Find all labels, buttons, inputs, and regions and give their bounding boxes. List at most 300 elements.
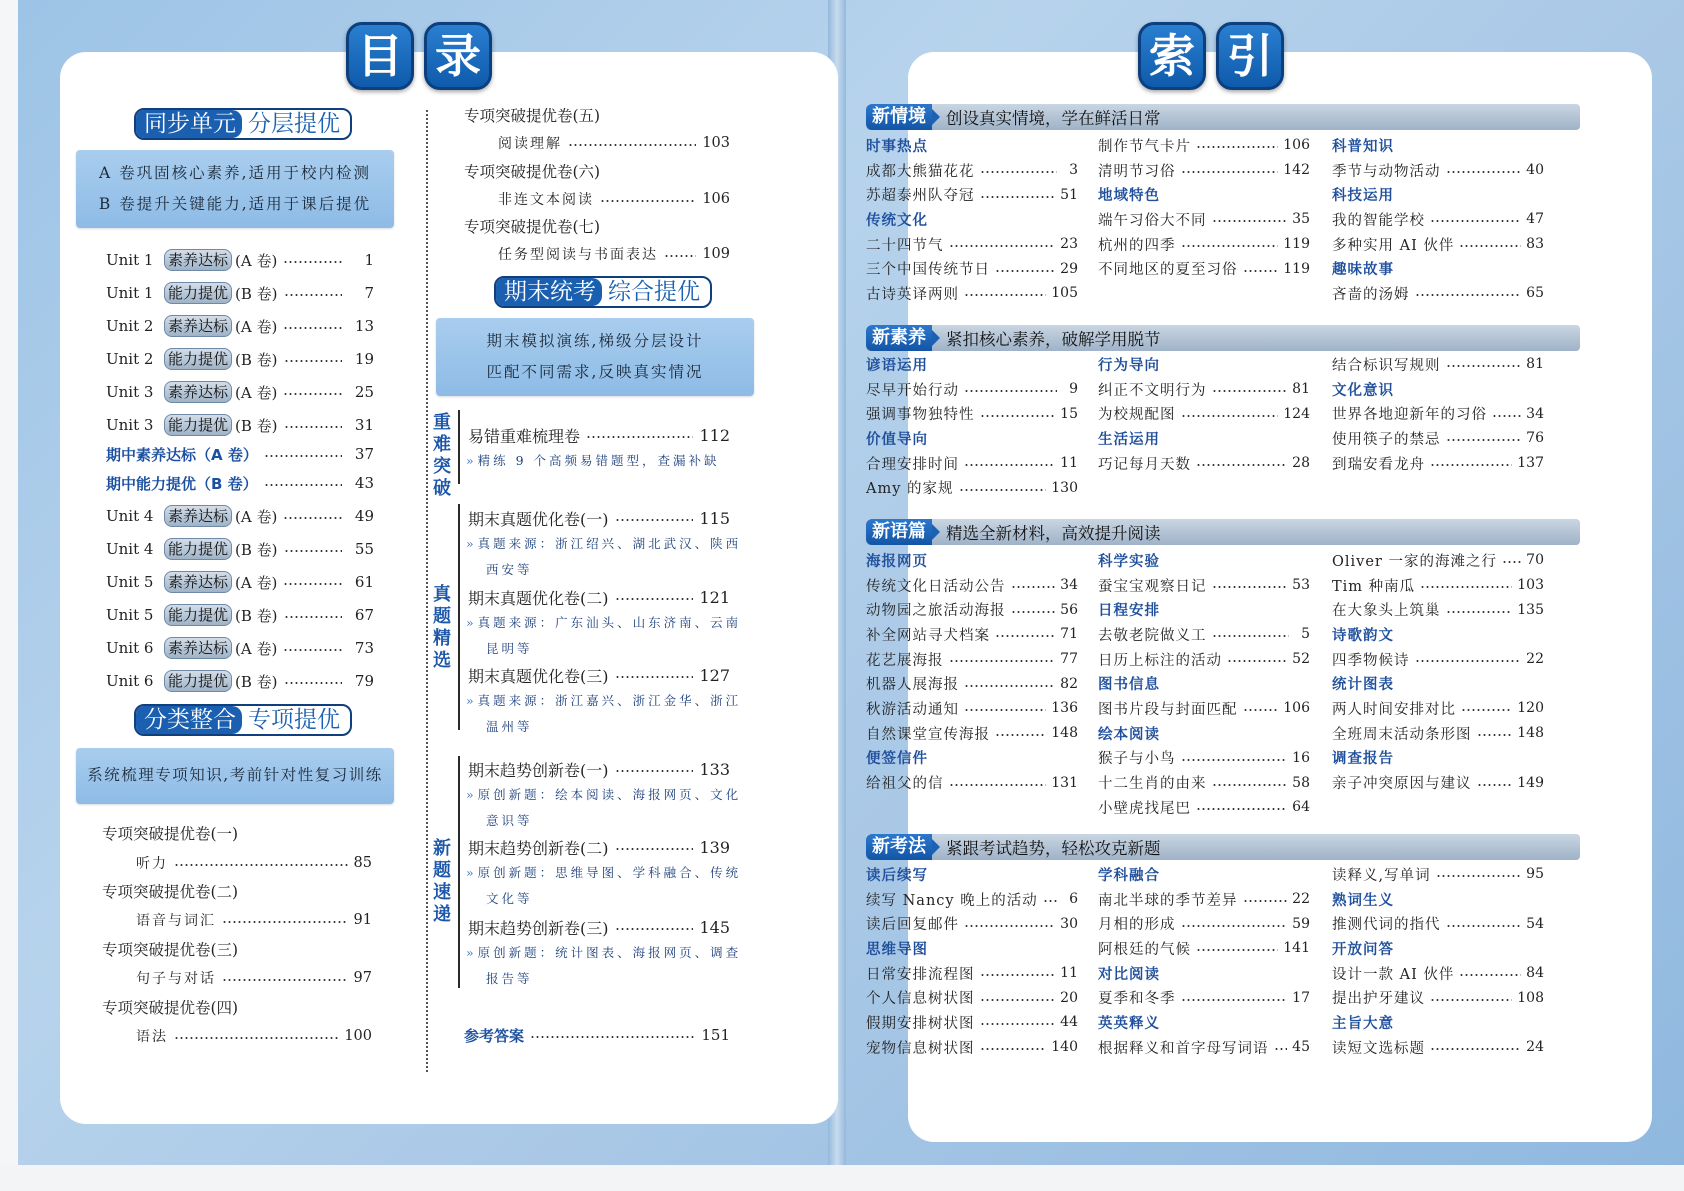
page-number: 84 bbox=[1526, 965, 1544, 982]
unit-label: Unit 6 bbox=[106, 639, 154, 657]
unit-label: Unit 3 bbox=[106, 416, 154, 434]
index-entry[interactable] bbox=[1332, 401, 1544, 426]
index-entry[interactable] bbox=[1332, 770, 1544, 795]
index-category bbox=[1332, 1010, 1544, 1035]
index-entry[interactable] bbox=[866, 232, 1078, 257]
index-entry[interactable] bbox=[1332, 281, 1544, 306]
paper-type-tag: 能力提优 bbox=[164, 348, 232, 370]
entry-label: 夏季和冬季 bbox=[1098, 991, 1176, 1008]
paper-label: (A 卷) bbox=[235, 317, 278, 336]
side-label-key bbox=[432, 412, 452, 500]
note-text: 文化等 bbox=[486, 891, 533, 906]
category-label: 日程安排 bbox=[1098, 603, 1160, 620]
paper-label: (B 卷) bbox=[235, 284, 278, 303]
index-entry[interactable] bbox=[1332, 721, 1544, 746]
category-label: 开放问答 bbox=[1332, 941, 1394, 958]
index-entry[interactable] bbox=[1098, 795, 1310, 820]
page-number: 100 bbox=[344, 1028, 372, 1044]
section-tag: 新情境 bbox=[866, 104, 932, 130]
section-description: 精选全新材料，高效提升阅读 bbox=[946, 524, 1161, 543]
special-paper-topic-row[interactable] bbox=[136, 908, 372, 932]
leader-dots bbox=[264, 484, 342, 486]
arrow-icon: » bbox=[466, 615, 474, 630]
entry-label: 吝啬的汤姆 bbox=[1332, 286, 1410, 303]
index-entry[interactable] bbox=[866, 281, 1078, 306]
leader-dots bbox=[1243, 709, 1279, 711]
index-entry[interactable] bbox=[866, 671, 1078, 696]
leader-dots bbox=[964, 709, 1046, 711]
final-note bbox=[436, 318, 754, 396]
index-entry[interactable] bbox=[866, 1035, 1078, 1060]
index-column bbox=[1098, 133, 1310, 281]
index-entry[interactable] bbox=[1332, 426, 1544, 451]
index-entry[interactable] bbox=[1098, 911, 1310, 936]
entry-label: 补全网站寻犬档案 bbox=[866, 627, 990, 644]
index-entry[interactable] bbox=[1098, 1035, 1310, 1060]
category-label: 对比阅读 bbox=[1098, 966, 1160, 983]
entry-label: 假期安排树状图 bbox=[866, 1015, 975, 1032]
group-bar bbox=[458, 504, 460, 730]
paper-label: (B 卷) bbox=[235, 606, 278, 625]
toc-row[interactable] bbox=[106, 668, 374, 694]
special-paper-title[interactable]: 专项突破提优卷(七) bbox=[464, 218, 601, 236]
leader-dots bbox=[1011, 611, 1056, 613]
index-entry[interactable] bbox=[1098, 696, 1310, 721]
leader-dots bbox=[1181, 245, 1279, 247]
index-entry[interactable] bbox=[1332, 696, 1544, 721]
index-entry[interactable] bbox=[1332, 597, 1544, 622]
note-line: 期末模拟演练,梯级分层设计 bbox=[486, 332, 704, 350]
leader-dots bbox=[1430, 999, 1512, 1001]
entry-label: Oliver 一家的海滩之行 bbox=[1332, 553, 1497, 570]
final-paper-row[interactable] bbox=[468, 505, 730, 531]
category-label: 价值导向 bbox=[866, 431, 928, 448]
leader-dots bbox=[283, 327, 342, 329]
side-label-char: 难 bbox=[433, 434, 451, 455]
section-tag: 新考法 bbox=[866, 834, 932, 860]
index-entry[interactable] bbox=[1098, 573, 1310, 598]
entry-label: Amy 的家规 bbox=[866, 481, 954, 498]
final-paper-row[interactable] bbox=[468, 662, 730, 688]
index-entry[interactable] bbox=[866, 1010, 1078, 1035]
toc-row[interactable] bbox=[106, 503, 374, 529]
leader-dots bbox=[980, 1023, 1056, 1025]
index-entry[interactable] bbox=[1332, 352, 1544, 377]
index-entry[interactable] bbox=[1098, 207, 1310, 232]
final-paper-note bbox=[466, 940, 741, 966]
paper-label: (A 卷) bbox=[235, 383, 278, 402]
entry-label: 到瑞安看龙舟 bbox=[1332, 456, 1425, 473]
page-number: 3 bbox=[1069, 162, 1078, 179]
paper-type-tag: 素养达标 bbox=[164, 505, 232, 527]
leader-dots bbox=[1011, 586, 1056, 588]
special-paper-title[interactable]: 专项突破提优卷(二) bbox=[102, 883, 239, 901]
page-number: 56 bbox=[1060, 601, 1078, 618]
page-number: 131 bbox=[1051, 774, 1078, 791]
index-category bbox=[1332, 377, 1544, 402]
index-entry[interactable] bbox=[1098, 401, 1310, 426]
category-label: 科普知识 bbox=[1332, 138, 1394, 155]
index-entry[interactable] bbox=[1098, 770, 1310, 795]
leader-dots bbox=[174, 1037, 338, 1039]
entry-label: 续写 Nancy 晚上的活动 bbox=[866, 892, 1038, 909]
leader-dots bbox=[283, 583, 342, 585]
special-paper-title[interactable]: 专项突破提优卷(一) bbox=[102, 825, 239, 843]
index-category bbox=[866, 133, 1078, 158]
special-paper-title[interactable]: 专项突破提优卷(三) bbox=[102, 941, 239, 959]
leader-dots bbox=[1181, 999, 1288, 1001]
final-paper-row[interactable] bbox=[468, 756, 730, 782]
leader-dots bbox=[615, 519, 694, 521]
paper-type-tag: 能力提优 bbox=[164, 604, 232, 626]
leader-dots bbox=[980, 1048, 1047, 1050]
index-entry[interactable] bbox=[1098, 133, 1310, 158]
index-category bbox=[866, 862, 1078, 887]
page-number: 70 bbox=[1526, 552, 1544, 569]
side-label-char: 速 bbox=[433, 882, 451, 903]
note-line: B 卷提升关键能力,适用于课后提优 bbox=[98, 195, 372, 213]
page-number: 58 bbox=[1292, 774, 1310, 791]
final-paper-note bbox=[466, 782, 741, 808]
entry-label: 全班周末活动条形图 bbox=[1332, 726, 1472, 743]
entry-label: 读释义,写单词 bbox=[1332, 867, 1431, 884]
leader-dots bbox=[980, 171, 1058, 173]
page-number: 133 bbox=[699, 759, 730, 779]
index-entry[interactable] bbox=[1332, 451, 1544, 476]
index-entry[interactable] bbox=[1098, 887, 1310, 912]
index-category bbox=[1098, 961, 1310, 986]
answers-label: 参考答案 bbox=[464, 1026, 525, 1045]
leader-dots bbox=[264, 455, 342, 457]
index-category bbox=[1098, 352, 1310, 377]
leader-dots bbox=[949, 784, 1047, 786]
paper-type-tag: 素养达标 bbox=[164, 381, 232, 403]
index-category bbox=[1332, 936, 1544, 961]
topic-label: 非连文本阅读 bbox=[498, 192, 594, 208]
page-number: 47 bbox=[1526, 211, 1544, 228]
index-category bbox=[1332, 887, 1544, 912]
index-entry[interactable] bbox=[866, 647, 1078, 672]
index-entry[interactable] bbox=[1332, 158, 1544, 183]
index-entry[interactable] bbox=[1098, 451, 1310, 476]
leader-dots bbox=[1477, 734, 1513, 736]
entry-label: 动物园之旅活动海报 bbox=[866, 603, 1006, 620]
page-number: 1 bbox=[364, 251, 374, 269]
leader-dots bbox=[284, 360, 342, 362]
leader-dots bbox=[949, 660, 1056, 662]
column-divider bbox=[426, 110, 428, 1072]
leader-dots bbox=[1415, 660, 1522, 662]
entry-label: 蚕宝宝观察日记 bbox=[1098, 578, 1207, 595]
index-entry[interactable] bbox=[866, 597, 1078, 622]
final-paper-note bbox=[466, 688, 741, 714]
final-paper-row[interactable] bbox=[468, 834, 730, 860]
special-paper-topic-row[interactable] bbox=[498, 187, 730, 211]
final-paper-row[interactable] bbox=[468, 422, 730, 448]
special-paper-topic-row[interactable] bbox=[136, 1024, 372, 1048]
category-label: 统计图表 bbox=[1332, 677, 1394, 694]
category-label: 调查报告 bbox=[1332, 751, 1394, 768]
index-entry[interactable] bbox=[866, 985, 1078, 1010]
final-paper-note bbox=[466, 448, 720, 474]
index-entry[interactable] bbox=[1332, 573, 1544, 598]
index-entry[interactable] bbox=[866, 721, 1078, 746]
page-number: 81 bbox=[1526, 356, 1544, 373]
entry-label: 杭州的四季 bbox=[1098, 237, 1176, 254]
index-category bbox=[1332, 622, 1544, 647]
leader-dots bbox=[284, 550, 342, 552]
category-label: 思维导图 bbox=[866, 941, 928, 958]
page-number: 105 bbox=[1051, 285, 1078, 302]
page-number: 23 bbox=[1060, 236, 1078, 253]
category-label: 科学实验 bbox=[1098, 553, 1160, 570]
page-number: 67 bbox=[354, 606, 374, 624]
page-number: 11 bbox=[1060, 965, 1078, 982]
toc-row[interactable] bbox=[106, 470, 374, 496]
page-edge-left bbox=[0, 0, 18, 1191]
special-paper-title[interactable]: 专项突破提优卷(四) bbox=[102, 999, 239, 1017]
index-column bbox=[866, 862, 1078, 1060]
leader-dots bbox=[1227, 660, 1287, 662]
page-number: 34 bbox=[1060, 577, 1078, 594]
leader-dots bbox=[1430, 1048, 1521, 1050]
toc-row[interactable] bbox=[106, 379, 374, 405]
index-entry[interactable] bbox=[1332, 1035, 1544, 1060]
index-entry[interactable] bbox=[866, 573, 1078, 598]
special-note bbox=[76, 748, 394, 804]
entry-label: 巧记每月天数 bbox=[1098, 456, 1191, 473]
index-entry[interactable] bbox=[866, 451, 1078, 476]
leader-dots bbox=[995, 734, 1046, 736]
index-category bbox=[866, 746, 1078, 771]
index-entry[interactable] bbox=[866, 377, 1078, 402]
leader-dots bbox=[1446, 925, 1522, 927]
unit-label: Unit 2 bbox=[106, 317, 154, 335]
paper-label: (B 卷) bbox=[235, 416, 278, 435]
page-number: 137 bbox=[1517, 455, 1544, 472]
toc-row[interactable] bbox=[106, 441, 374, 467]
index-entry[interactable] bbox=[866, 696, 1078, 721]
index-entry[interactable] bbox=[1098, 377, 1310, 402]
index-entry[interactable] bbox=[1098, 647, 1310, 672]
toc-row-answers[interactable] bbox=[464, 1022, 730, 1048]
pill-secondary: 综合提优 bbox=[608, 279, 700, 305]
page-number: 112 bbox=[699, 425, 730, 445]
page-number: 127 bbox=[699, 665, 730, 685]
leader-dots bbox=[980, 974, 1056, 976]
page-number: 64 bbox=[1292, 799, 1310, 816]
final-paper-row[interactable] bbox=[468, 584, 730, 610]
paper-label: (A 卷) bbox=[235, 639, 278, 658]
index-entry[interactable] bbox=[1098, 158, 1310, 183]
entry-label: 图书片段与封面匹配 bbox=[1098, 701, 1238, 718]
entry-label: 日历上标注的活动 bbox=[1098, 652, 1222, 669]
entry-label: 多种实用 AI 伙伴 bbox=[1332, 237, 1455, 254]
page-number: 82 bbox=[1060, 675, 1078, 692]
leader-dots bbox=[995, 635, 1055, 637]
toc-row[interactable] bbox=[106, 412, 374, 438]
index-entry[interactable] bbox=[1098, 622, 1310, 647]
special-paper-title[interactable]: 专项突破提优卷(五) bbox=[464, 107, 601, 125]
index-column bbox=[1332, 548, 1544, 795]
leader-dots bbox=[664, 255, 696, 257]
entry-label: 宠物信息树状图 bbox=[866, 1040, 975, 1057]
index-entry[interactable] bbox=[866, 182, 1078, 207]
index-section-header bbox=[866, 834, 1580, 860]
index-entry[interactable] bbox=[866, 475, 1078, 500]
final-paper-title: 期末真题优化卷(一) bbox=[468, 509, 609, 529]
side-label-char: 选 bbox=[433, 650, 451, 671]
title-char: 目 bbox=[346, 22, 414, 90]
leader-dots bbox=[1446, 611, 1513, 613]
index-entry[interactable] bbox=[866, 256, 1078, 281]
page-number: 135 bbox=[1517, 601, 1544, 618]
index-column bbox=[866, 548, 1078, 795]
entry-label: 给祖父的信 bbox=[866, 776, 944, 793]
index-entry[interactable] bbox=[866, 911, 1078, 936]
paper-label: (A 卷) bbox=[235, 507, 278, 526]
leader-dots bbox=[1043, 900, 1057, 902]
index-entry[interactable] bbox=[1332, 647, 1544, 672]
category-label: 文化意识 bbox=[1332, 382, 1394, 399]
arrow-icon: » bbox=[466, 453, 474, 468]
category-label: 绘本阅读 bbox=[1098, 726, 1160, 743]
entry-label: 苏超泰州队夺冠 bbox=[866, 188, 975, 205]
page-number: 71 bbox=[1060, 626, 1078, 643]
toc-row[interactable] bbox=[106, 569, 374, 595]
index-entry[interactable] bbox=[866, 158, 1078, 183]
toc-row[interactable] bbox=[106, 313, 374, 339]
page-number: 148 bbox=[1051, 725, 1078, 742]
entry-label: 提出护牙建议 bbox=[1332, 991, 1425, 1008]
leader-dots bbox=[1196, 146, 1278, 148]
unit-label: Unit 1 bbox=[106, 284, 154, 302]
leader-dots bbox=[1212, 784, 1288, 786]
final-paper-note bbox=[486, 966, 533, 992]
index-entry[interactable] bbox=[1098, 985, 1310, 1010]
pill-primary: 分类整合 bbox=[136, 706, 242, 734]
special-paper-topic-row[interactable] bbox=[136, 851, 372, 875]
final-paper-note bbox=[486, 714, 533, 740]
paper-type-tag: 素养达标 bbox=[164, 571, 232, 593]
leader-dots bbox=[1181, 759, 1288, 761]
index-entry[interactable] bbox=[866, 887, 1078, 912]
index-category bbox=[866, 936, 1078, 961]
entry-label: 强调事物独特性 bbox=[866, 407, 975, 424]
side-label-char: 精 bbox=[433, 628, 451, 649]
index-entry[interactable] bbox=[1332, 961, 1544, 986]
index-entry[interactable] bbox=[1332, 232, 1544, 257]
index-entry[interactable] bbox=[866, 401, 1078, 426]
side-label-char: 突 bbox=[433, 456, 451, 477]
page-number: 85 bbox=[353, 855, 372, 871]
entry-label: 季节与动物活动 bbox=[1332, 163, 1441, 180]
leader-dots bbox=[980, 196, 1056, 198]
toc-row[interactable] bbox=[106, 536, 374, 562]
toc-row[interactable] bbox=[106, 280, 374, 306]
leader-dots bbox=[284, 616, 342, 618]
toc-row[interactable] bbox=[106, 247, 374, 273]
paper-type-tag: 素养达标 bbox=[164, 249, 232, 271]
page-number: 5 bbox=[1301, 626, 1310, 643]
page-number: 43 bbox=[354, 474, 374, 492]
paper-type-tag: 能力提优 bbox=[164, 282, 232, 304]
page-number: 106 bbox=[1283, 700, 1310, 717]
index-column bbox=[1332, 133, 1544, 306]
side-label-char: 递 bbox=[433, 904, 451, 925]
final-paper-note bbox=[486, 886, 533, 912]
leader-dots bbox=[964, 925, 1055, 927]
page-number: 61 bbox=[354, 573, 374, 591]
leader-dots bbox=[222, 979, 348, 981]
index-entry[interactable] bbox=[1098, 746, 1310, 771]
entry-label: 合理安排时间 bbox=[866, 456, 959, 473]
page-number: 121 bbox=[699, 587, 730, 607]
leader-dots bbox=[284, 426, 342, 428]
leader-dots bbox=[1420, 586, 1512, 588]
special-paper-topic-row[interactable] bbox=[498, 242, 730, 266]
leader-dots bbox=[1181, 925, 1288, 927]
section-description: 紧跟考试趋势，轻松攻克新题 bbox=[946, 839, 1161, 858]
special-paper-topic-row[interactable] bbox=[136, 966, 372, 990]
toc-row[interactable] bbox=[106, 635, 374, 661]
note-text: 原创新题：思维导图、学科融合、传统 bbox=[477, 865, 742, 880]
entry-label: 古诗英译两则 bbox=[866, 286, 959, 303]
index-entry[interactable] bbox=[1332, 985, 1544, 1010]
note-text: 昆明等 bbox=[486, 641, 533, 656]
page-number: 6 bbox=[1069, 891, 1078, 908]
section-description: 创设真实情境，学在鲜活日常 bbox=[946, 109, 1161, 128]
paper-label: (B 卷) bbox=[235, 350, 278, 369]
index-entry[interactable] bbox=[1332, 862, 1544, 887]
index-entry[interactable] bbox=[866, 961, 1078, 986]
page-number: 34 bbox=[1526, 405, 1544, 422]
entry-label: 使用筷子的禁忌 bbox=[1332, 431, 1441, 448]
page-number: 79 bbox=[354, 672, 374, 690]
entry-label: 在大象头上筑巢 bbox=[1332, 603, 1441, 620]
index-entry[interactable] bbox=[1098, 256, 1310, 281]
index-entry[interactable] bbox=[866, 770, 1078, 795]
index-category bbox=[1332, 256, 1544, 281]
page-number: 52 bbox=[1292, 651, 1310, 668]
toc-row[interactable] bbox=[106, 602, 374, 628]
final-paper-row[interactable] bbox=[468, 914, 730, 940]
side-label-char: 题 bbox=[433, 606, 451, 627]
page-number: 141 bbox=[1283, 940, 1310, 957]
index-entry[interactable] bbox=[1332, 207, 1544, 232]
index-entry[interactable] bbox=[866, 622, 1078, 647]
index-entry[interactable] bbox=[1332, 911, 1544, 936]
index-entry[interactable] bbox=[1098, 232, 1310, 257]
page-number: 28 bbox=[1292, 455, 1310, 472]
note-text: 真题来源：广东汕头、山东济南、云南 bbox=[477, 615, 742, 630]
index-entry[interactable] bbox=[1098, 936, 1310, 961]
page-number: 17 bbox=[1292, 989, 1310, 1006]
final-paper-note bbox=[466, 531, 741, 557]
index-entry[interactable] bbox=[1332, 548, 1544, 573]
special-paper-title[interactable]: 专项突破提优卷(六) bbox=[464, 163, 601, 181]
section-tag: 新素养 bbox=[866, 325, 932, 351]
leader-dots bbox=[1477, 784, 1513, 786]
special-paper-topic-row[interactable] bbox=[498, 131, 730, 155]
index-category bbox=[1098, 426, 1310, 451]
toc-row[interactable] bbox=[106, 346, 374, 372]
index-category bbox=[1098, 721, 1310, 746]
leader-dots bbox=[222, 921, 348, 923]
title-char: 录 bbox=[424, 22, 492, 90]
leader-dots bbox=[1446, 439, 1522, 441]
entry-label: 制作节气卡片 bbox=[1098, 138, 1191, 155]
